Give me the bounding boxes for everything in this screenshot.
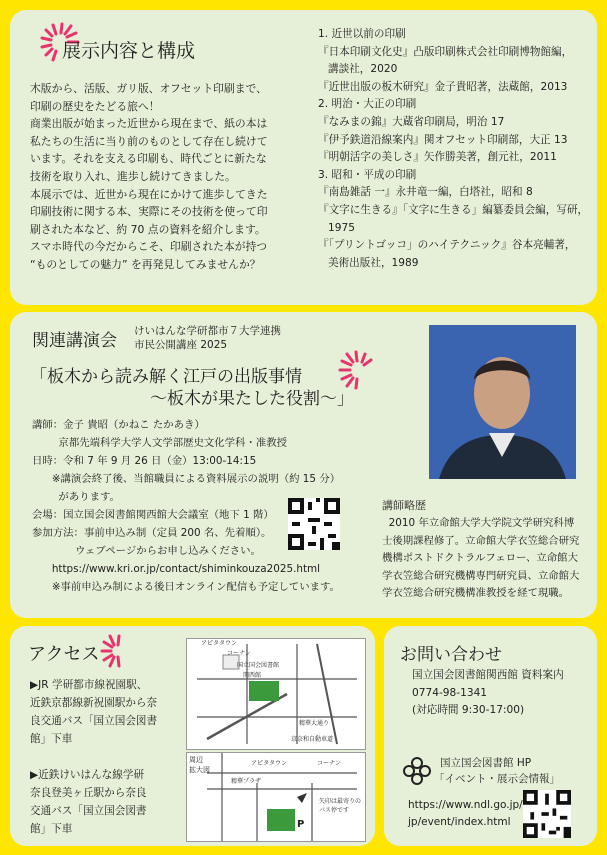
- exhibit-sections-line: 講談社，2020: [328, 63, 398, 76]
- exhibit-intro-line: “ものとしての魅力” を再発見してみませんか？: [30, 258, 261, 271]
- exhibit-intro-line: 印刷の歴史をたどる旅へ！: [30, 99, 160, 113]
- access-title: アクセス: [28, 644, 100, 665]
- map-label-konan: コーナン: [227, 650, 251, 657]
- map-label-kansai: 関西館: [243, 672, 262, 679]
- contact-title: お問い合わせ: [400, 645, 502, 665]
- lecture-details-line: ※講演会終了後、当館職員による資料展示の説明（約 15 分）: [32, 473, 341, 485]
- contact-hp-2: 「イベント・展示会情報」: [434, 773, 560, 785]
- exhibit-sections-line: 『日本印刷文化史』凸版印刷株式会社印刷博物館編，: [318, 45, 573, 58]
- exhibit-intro-line: います。それを支える印刷も、時代ごとに新たな: [30, 152, 267, 166]
- lecture-bio-line: 2010 年立命館大学大学院文学研究科博: [382, 517, 575, 529]
- access-lines-line: ▶JR 学研都市線祝園駅、: [30, 679, 148, 691]
- map-bottom-label-plaza: 精華プラザ: [231, 778, 262, 785]
- contact-lines-line: (対応時間 9:30-17:00): [412, 704, 525, 716]
- exhibit-intro-line: 商業出版が始まった近世から現在まで、紙の本は: [30, 117, 268, 131]
- map-label-ndl: 国立国会図書館: [237, 662, 280, 669]
- sunburst-icon-access: [100, 634, 130, 668]
- lecturer-photo: [429, 325, 576, 479]
- contact-url-1[interactable]: https://www.ndl.go.jp/: [408, 799, 523, 811]
- map-bottom-label-konan: コーナン: [317, 760, 341, 767]
- lecture-details-line: 講師：金子 貴昭（かねこ たかあき）: [32, 419, 205, 431]
- map-bottom-label-note1: 矢印は最寄りの: [319, 798, 362, 805]
- exhibit-title: 展示内容と構成: [62, 40, 196, 62]
- lecture-bio-line: 学衣笠総合研究機構専門研究員、立命館大: [382, 569, 580, 582]
- access-lines-line: 館」下車: [30, 823, 73, 835]
- access-map-top: [186, 638, 366, 750]
- exhibit-sections-line: 2. 明治・大正の印刷: [318, 98, 417, 111]
- exhibit-sections-line: 1975: [328, 221, 355, 234]
- access-lines-line: 近鉄京都線新祝園駅から奈: [30, 697, 158, 709]
- exhibit-intro-line: スマホ時代の今だからこそ、印刷された本が持つ: [30, 240, 268, 254]
- exhibit-intro-line: 本展示では、近世から現在にかけて進歩してきた: [30, 187, 268, 201]
- bio-title: 講師略歴: [382, 499, 426, 512]
- access-lines-line: 交通バス「国立国会図書: [30, 805, 147, 817]
- lecture-subtitle-1: けいはんな学研都市７大学連携: [134, 325, 281, 337]
- map-bottom-label-周辺: 周辺: [189, 756, 203, 764]
- qr-pattern: [288, 498, 340, 550]
- access-map-bottom: [186, 752, 366, 842]
- lecture-details-line: 参加方法：事前申込み制（定員 200 名、先着順）。: [32, 527, 272, 539]
- exhibit-sections-line: 『明朝活字の美しさ』矢作勝美著，創元社，2011: [318, 151, 557, 164]
- exhibit-intro-line: 刷された本など、約 70 点の資料を紹介します。: [30, 222, 266, 236]
- exhibit-sections-line: 美術出版社，1989: [328, 256, 419, 269]
- map-bottom-label-apita: アピタタウン: [251, 760, 288, 767]
- contact-url-2[interactable]: jp/event/index.html: [408, 816, 511, 828]
- map-label-apita: アピタタウン: [201, 640, 238, 647]
- lecture-title: 関連講演会: [32, 331, 117, 351]
- exhibit-sections-line: 1. 近世以前の印刷: [318, 28, 406, 40]
- exhibit-sections-line: 『なみまの錦』大蔵省印刷局，明治 17: [318, 116, 505, 128]
- lecture-details-line: https://www.kri.or.jp/contact/shiminkouza2025.html: [32, 563, 321, 575]
- exhibit-intro-line: 木版から、活版、ガリ版、オフセット印刷まで、: [30, 82, 267, 95]
- lecture-bio-line: 士後期課程修了。立命館大学衣笠総合研究: [382, 534, 580, 547]
- map-bottom-label-拡大図: 拡大図: [189, 766, 210, 774]
- lecture-bio-line: 学衣笠総合研究機構准教授を経て現職。: [382, 587, 570, 600]
- exhibit-sections-line: 『「プリントゴッコ」のハイテクニック』谷本亮輔著，: [318, 239, 576, 252]
- contact-lines-line: 0774-98-1341: [412, 686, 488, 699]
- exhibit-intro-line: 技術を取り入れ、進歩し続けてきました。: [30, 170, 236, 183]
- access-lines-line: ▶近鉄けいはんな線学研: [30, 769, 145, 781]
- exhibit-intro-line: 印刷技術に関する本、実際にその技術を使って印: [30, 205, 268, 219]
- exhibit-sections-line: 3. 昭和・平成の印刷: [318, 168, 417, 181]
- map-bottom-label-note2: バス停です: [319, 807, 350, 814]
- lecture-details-line: 会場：国立国会図書館関西館大会議室（地下 1 階）: [32, 509, 274, 521]
- lecture-details-line: 日時：令和 7 年 9 月 26 日（金）13:00-14:15: [32, 455, 257, 467]
- map-label-highway: 京奈和自動車道: [291, 736, 334, 743]
- lecture-heading-2: 〜板木が果たした役割〜」: [150, 389, 354, 409]
- access-lines-line: 館」下車: [30, 733, 73, 745]
- contact-qr-code[interactable]: [523, 790, 571, 838]
- map-bottom-label-parking: P: [297, 819, 305, 830]
- exhibit-sections-line: 『文字に生きる』「文字に生きる」編纂委員会編，写研，: [318, 204, 589, 216]
- exhibit-sections-line: 『近世出版の板木研究』金子貴昭著，法蔵館，2013: [318, 80, 568, 93]
- exhibit-sections-line: 『南島雑話 一』永井竜一編，白塔社，昭和 8: [318, 186, 533, 199]
- portrait-image: [429, 325, 576, 479]
- lecture-heading-1: 「板木から読み解く江戸の出版事情: [30, 367, 302, 387]
- sunburst-icon-right: [338, 350, 374, 390]
- ndl-logo-icon: [402, 756, 432, 786]
- exhibit-sections-line: 『伊予鉄道沿線案内』関オフセット印刷部，大正 13: [318, 133, 568, 146]
- lecture-details-line: ※事前申込み制による後日オンライン配信も予定しています。: [32, 581, 340, 593]
- lecture-qr-code[interactable]: [288, 498, 340, 550]
- map-label-seika: 精華大通り: [299, 720, 330, 727]
- qr-pattern-2: [523, 790, 571, 838]
- map-graphic: [187, 639, 365, 749]
- lecture-details-line: 京都先端科学大学人文学部歴史文化学科・准教授: [32, 437, 288, 449]
- lecture-details-line: があります。: [32, 491, 120, 503]
- access-lines-line: 良交通バス「国立国会図書: [30, 715, 158, 727]
- lecture-details-line: ウェブページからお申し込みください。: [32, 545, 261, 557]
- contact-hp-1: 国立国会図書館 HP: [440, 757, 532, 769]
- lecture-subtitle-2: 市民公開講座 2025: [134, 339, 228, 351]
- access-lines-line: 奈良登美ヶ丘駅から奈良: [30, 787, 147, 799]
- exhibit-intro-line: 私たちの生活に当り前のものとして存在し続けて: [30, 134, 268, 148]
- lecture-bio-line: 機構ポストドクトラルフェロー、立命館大: [382, 552, 578, 565]
- contact-lines-line: 国立国会図書館関西館 資料案内: [412, 669, 564, 681]
